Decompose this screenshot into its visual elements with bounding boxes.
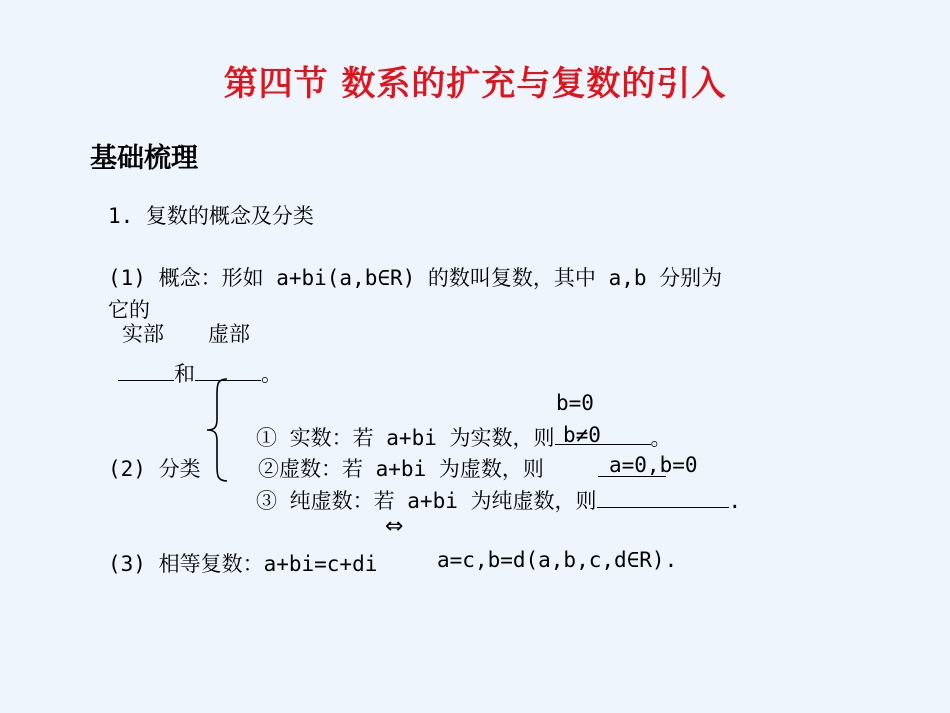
page-title: 第四节 数系的扩充与复数的引入 bbox=[223, 64, 727, 104]
end-punct: 。 bbox=[261, 362, 282, 386]
concept-blanks-line bbox=[118, 358, 282, 388]
connector-he: 和 bbox=[174, 362, 195, 386]
class-real-end: 。 bbox=[650, 426, 672, 450]
class-real-line bbox=[256, 422, 672, 452]
left-brace-icon bbox=[205, 377, 229, 483]
blank-1 bbox=[118, 360, 174, 381]
blank-pure bbox=[597, 487, 729, 508]
class-imag-text: ②虚数：若 a+bi 为虚数，则 bbox=[258, 457, 544, 481]
answer-imag-overlay: b≠0 bbox=[563, 423, 601, 447]
answer-imag: a=0,b=0 bbox=[609, 453, 698, 477]
class-imag-line bbox=[258, 453, 544, 483]
concept-line-2: 它的 bbox=[108, 298, 150, 322]
answer-imaginary-part: 虚部 bbox=[208, 322, 250, 346]
section-heading: 基础梳理 bbox=[90, 143, 198, 174]
equality-left: (3) 相等复数：a+bi=c+di bbox=[108, 552, 378, 576]
answer-real-part: 实部 bbox=[122, 322, 164, 346]
class-pure-end: . bbox=[728, 489, 742, 513]
answer-real: b=0 bbox=[556, 391, 594, 415]
class-label: (2) 分类 bbox=[108, 457, 201, 481]
equality-right: a=c,b=d(a,b,c,d∈R). bbox=[437, 548, 678, 572]
class-pure-line bbox=[256, 485, 741, 515]
item-1-heading: 1. 复数的概念及分类 bbox=[108, 204, 314, 228]
class-real-text: ① 实数：若 a+bi 为实数，则 bbox=[256, 426, 555, 450]
concept-line-1: (1) 概念：形如 a+bi(a,b∈R) 的数叫复数，其中 a,b 分别为 bbox=[108, 266, 723, 290]
class-pure-text: ③ 纯虚数：若 a+bi 为纯虚数，则 bbox=[256, 489, 597, 513]
equivalence-arrow-icon: ⇔ bbox=[385, 514, 404, 539]
